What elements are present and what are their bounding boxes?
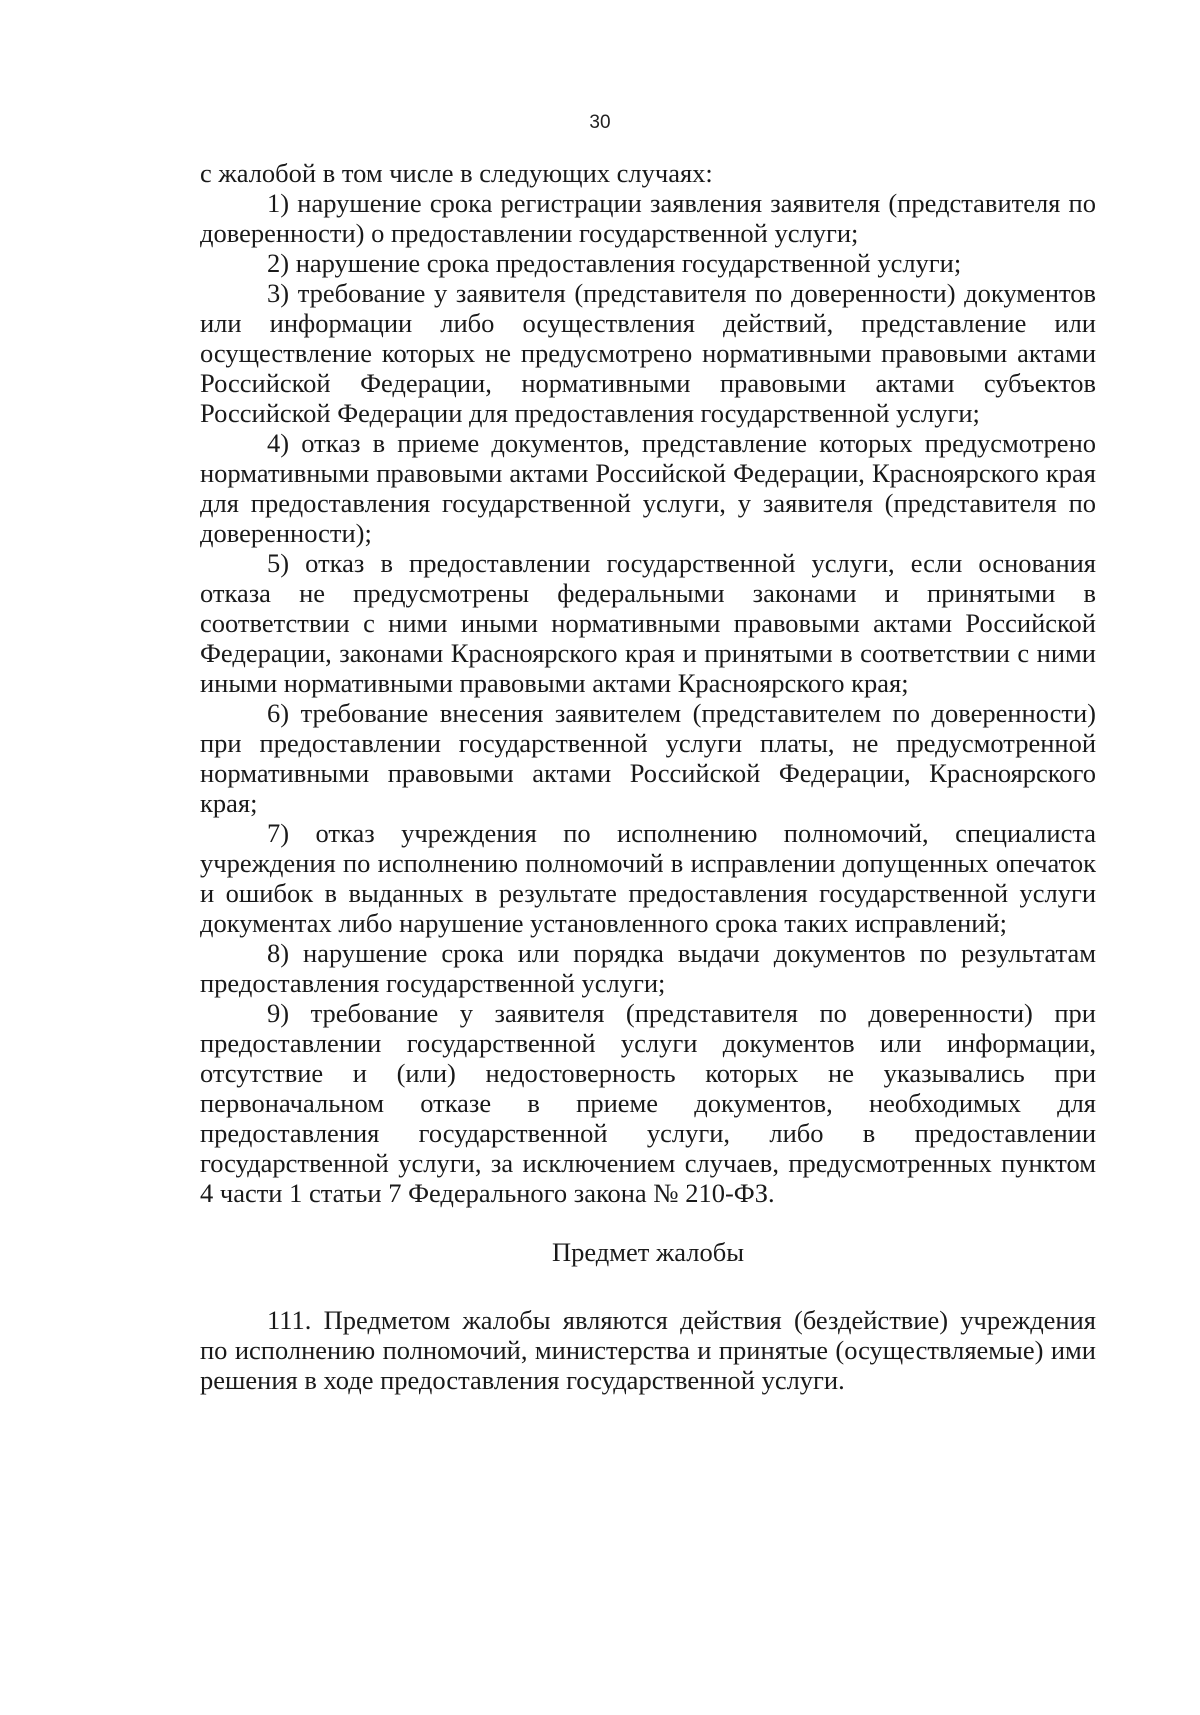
- list-item-8: 8) нарушение срока или порядка выдачи документов по результатам предоставления государственной услуги;: [200, 938, 1096, 998]
- list-item-5: 5) отказ в предоставлении государственной услуги, если основания отказа не предусмотрены федеральными законами и принятыми в соответствии с ними иными нормативными правовыми актами Российской Федерации, законами Красноярского края и принятыми в соответствии с ними иными нормативными правовыми актами Красноярского края;: [200, 548, 1096, 698]
- list-item-2: 2) нарушение срока предоставления государственной услуги;: [267, 248, 962, 278]
- list-item-1: 1) нарушение срока регистрации заявления заявителя (представителя по доверенности) о предоставлении государственной услуги;: [200, 188, 1096, 248]
- lead-paragraph: с жалобой в том числе в следующих случаях:: [200, 158, 713, 188]
- list-item-9: 9) требование у заявителя (представителя по доверенности) при предоставлении государственной услуги документов или информации, отсутствие и (или) недостоверность которых не указывались при первоначальном отказе в приеме документов, необходимых для предоставления государственной услуги, либо в предоставлении государственной услуги, за исключением случаев, предусмотренных пунктом 4 части 1 статьи 7 Федерального закона № 210-ФЗ.: [200, 998, 1096, 1208]
- list-item-4: 4) отказ в приеме документов, представление которых предусмотрено нормативными правовыми актами Российской Федерации, Красноярского края для предоставления государственной услуги, у заявителя (представителя по доверенности);: [200, 428, 1096, 548]
- section-paragraph: 111. Предметом жалобы являются действия (бездействие) учреждения по исполнению полномочий, министерства и принятые (осуществляемые) ими решения в ходе предоставления государственной услуги.: [200, 1305, 1096, 1395]
- list-item-6: 6) требование внесения заявителем (представителем по доверенности) при предоставлении государственной услуги платы, не предусмотренной нормативными правовыми актами Российской Федерации, Красноярского края;: [200, 698, 1096, 818]
- document-body: [200, 158, 1096, 1395]
- list-item-3: 3) требование у заявителя (представителя по доверенности) документов или информации либо осуществления действий, представление или осуществление которых не предусмотрено нормативными правовыми актами Российской Федерации, нормативными правовыми актами субъектов Российской Федерации для предоставления государственной услуги;: [200, 278, 1096, 428]
- page-number: 30: [589, 112, 611, 133]
- list-item-7: 7) отказ учреждения по исполнению полномочий, специалиста учреждения по исполнению полномочий в исправлении допущенных опечаток и ошибок в выданных в результате предоставления государственной услуги документах либо нарушение установленного срока таких исправлений;: [200, 818, 1096, 938]
- section-heading: Предмет жалобы: [551, 1237, 745, 1267]
